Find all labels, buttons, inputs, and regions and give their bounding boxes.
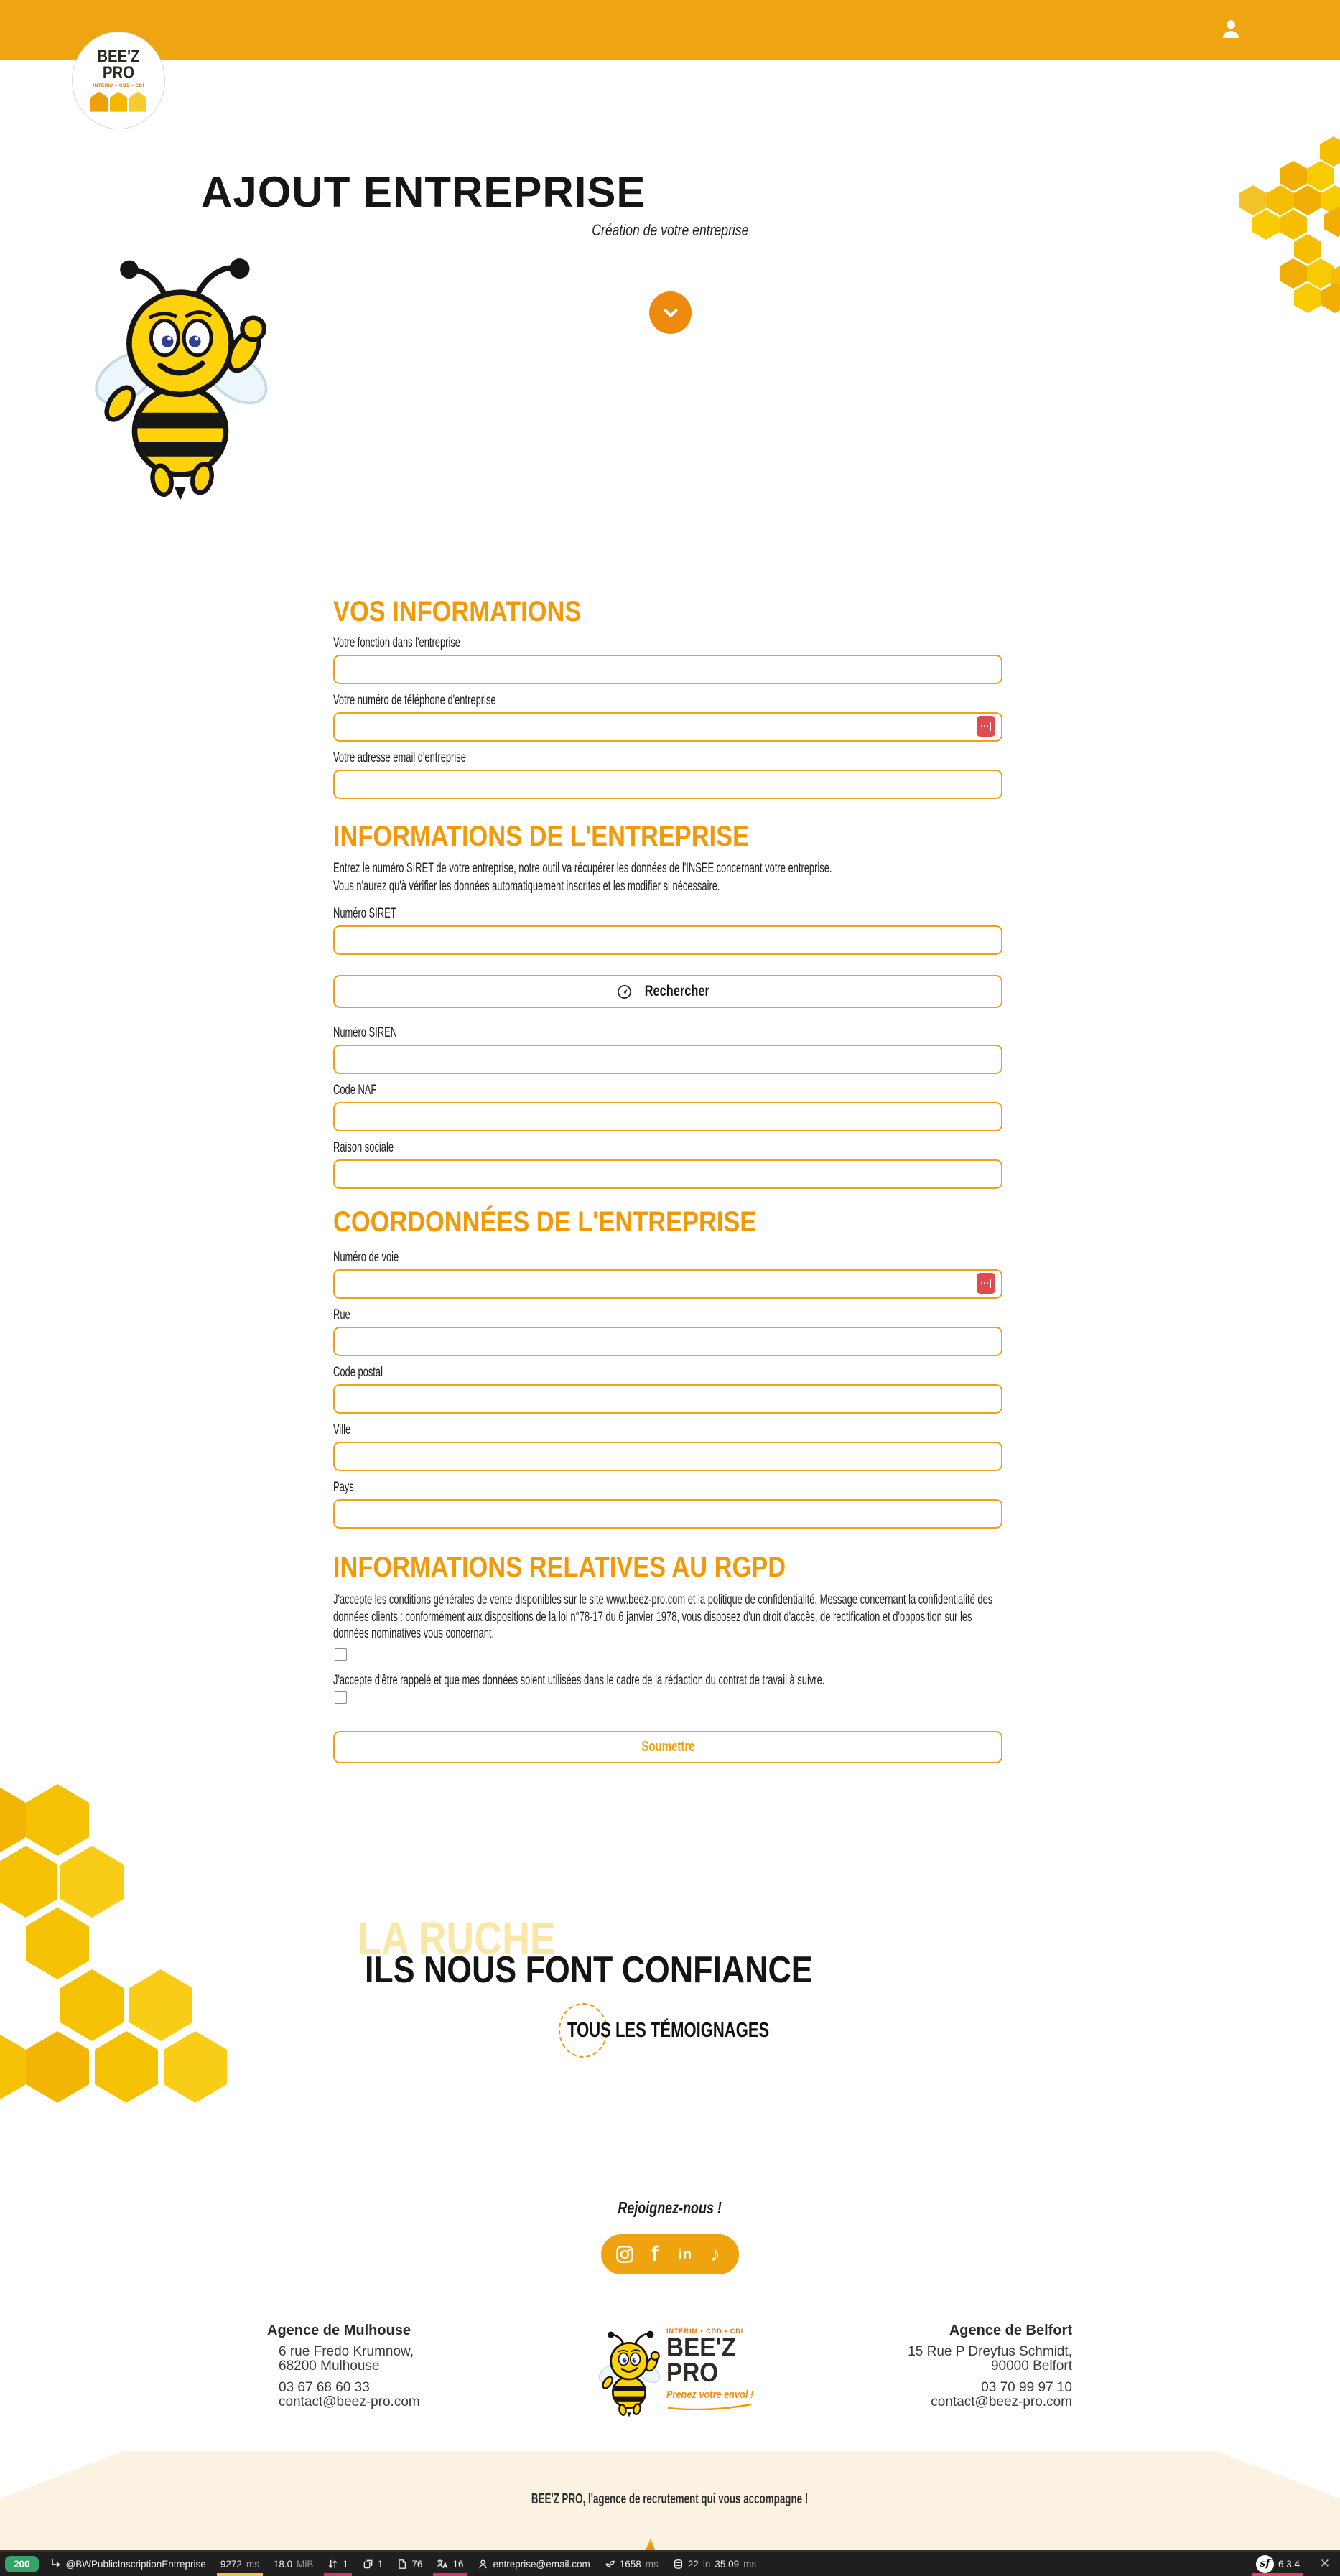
section-title-company-informations: INFORMATIONS DE L'ENTREPRISE xyxy=(333,821,749,852)
tiktok-icon: ♪ xyxy=(710,2243,720,2265)
translation-warning-underline xyxy=(433,2573,467,2576)
mulhouse-address-line1: 6 rue Fredo Krumnow, xyxy=(279,2344,414,2359)
mulhouse-phone: 03 67 68 60 33 xyxy=(279,2380,370,2395)
toolbar-route-panel[interactable]: @BWPublicInscriptionEntreprise xyxy=(43,2552,213,2576)
bee-mascot-image xyxy=(88,241,273,501)
numero-voie-input[interactable] xyxy=(333,1269,1002,1299)
telephone-input[interactable] xyxy=(333,712,1002,742)
instagram-link[interactable] xyxy=(614,2243,636,2266)
twig-leaf-icon xyxy=(605,2559,615,2570)
field-label-code-postal: Code postal xyxy=(333,1365,383,1380)
footer-logo-tagline: INTÉRIM • CDD • CDI xyxy=(666,2328,744,2335)
database-icon xyxy=(673,2559,684,2570)
log-file-icon xyxy=(397,2559,407,2570)
logo-name-line2: PRO xyxy=(102,62,135,83)
section-title-company-address: COORDONNÉES DE L'ENTREPRISE xyxy=(333,1206,757,1238)
testimonials-title: ILS NOUS FONT CONFIANCE xyxy=(365,1949,813,1991)
rechercher-button[interactable]: Rechercher xyxy=(333,975,1002,1008)
rgpd-consent-text-2: J'accepte d'être rappelé et que mes données soient utilisées dans le cadre de la rédaction du contrat de travail à suivre. xyxy=(333,1672,825,1688)
toolbar-memory-panel[interactable]: 18.0 MiB xyxy=(273,2558,314,2570)
footer-logo-name-line1: BEE'Z xyxy=(666,2333,736,2362)
rgpd-consent-text-1: J'accepte les conditions générales de vente disponibles sur le site www.beez-pro.com et la politique de confidentialité. Message concernant la confidentialité des données clients : conformément aux dispositions de la loi n°78-17 du 6 janvier 1978, vous disposez d'un droit d'accès, de rectification et d'opposition sur les données nominatives vous concernant. xyxy=(333,1592,993,1641)
rue-input[interactable] xyxy=(333,1327,1002,1356)
logo-name-line1: BEE'Z xyxy=(97,47,140,67)
all-testimonials-button[interactable]: TOUS LES TÉMOIGNAGES xyxy=(559,2003,774,2058)
belfort-address-line2: 90000 Belfort xyxy=(990,2358,1072,2374)
testimonials-background-title: LA RUCHE xyxy=(358,1913,556,1964)
page-title: AJOUT ENTREPRISE xyxy=(201,168,646,217)
scroll-down-button[interactable] xyxy=(649,291,692,334)
field-label-rue: Rue xyxy=(333,1307,350,1322)
belfort-address-line1: 15 Rue P Dreyfus Schmidt, xyxy=(908,2344,1072,2359)
ajax-arrows-icon xyxy=(327,2559,338,2570)
field-label-ville: Ville xyxy=(333,1422,351,1437)
field-label-naf: Code NAF xyxy=(333,1083,377,1098)
pays-input[interactable] xyxy=(333,1499,1002,1529)
soumettre-button[interactable]: Soumettre xyxy=(333,1731,1002,1763)
top-bar xyxy=(0,0,1340,60)
rgpd-consent-checkbox-1[interactable] xyxy=(335,1648,347,1661)
social-links-pill xyxy=(601,2234,739,2274)
toolbar-ajax-panel[interactable]: 1 xyxy=(320,2552,355,2576)
field-label-fonction: Votre fonction dans l'entreprise xyxy=(333,635,461,650)
toolbar-translation-panel[interactable]: 16 xyxy=(429,2552,470,2576)
footer-agency-belfort-title: Agence de Belfort xyxy=(949,2323,1072,2338)
join-us-title: Rejoignez-nous ! xyxy=(618,2198,722,2217)
field-label-numero-voie: Numéro de voie xyxy=(333,1250,399,1265)
honeycomb-decoration-bottom-left xyxy=(0,1773,244,2111)
belfort-email[interactable]: contact@beez-pro.com xyxy=(931,2394,1072,2409)
footer-agency-belfort xyxy=(908,2323,1072,2409)
code-postal-input[interactable] xyxy=(333,1384,1002,1414)
footer-agency-mulhouse-title: Agence de Mulhouse xyxy=(267,2323,411,2338)
version-underline xyxy=(1252,2573,1303,2576)
field-label-raison-sociale: Raison sociale xyxy=(333,1140,394,1155)
facebook-link[interactable] xyxy=(644,2243,666,2266)
user-icon xyxy=(1218,17,1244,42)
ajax-warning-underline xyxy=(324,2573,352,2576)
time-warning-underline xyxy=(217,2573,263,2576)
toolbar-database-panel[interactable]: 22 in 35.09 ms xyxy=(666,2552,763,2576)
footer-agency-mulhouse xyxy=(267,2323,420,2409)
tiktok-link[interactable] xyxy=(704,2243,726,2266)
ville-input[interactable] xyxy=(333,1442,1002,1471)
siret-input[interactable] xyxy=(333,925,1002,955)
linkedin-icon: in xyxy=(678,2246,692,2263)
siren-input[interactable] xyxy=(333,1045,1002,1074)
field-label-siren: Numéro SIREN xyxy=(333,1025,398,1040)
toolbar-symfony-version-panel[interactable]: sf 6.3.4 xyxy=(1249,2552,1307,2576)
password-manager-autofill-icon[interactable] xyxy=(977,716,995,737)
send-search-icon xyxy=(617,984,632,999)
symfony-logo-icon: sf xyxy=(1256,2555,1274,2573)
footer-logo-name-line2: PRO xyxy=(666,2358,719,2388)
toolbar-twig-panel[interactable]: 1658 ms xyxy=(597,2552,666,2576)
footer-logo xyxy=(596,2325,754,2421)
linkedin-link[interactable] xyxy=(674,2243,696,2266)
field-label-telephone: Votre numéro de téléphone d'entreprise xyxy=(333,693,496,708)
section-title-your-informations: VOS INFORMATIONS xyxy=(333,596,582,627)
password-manager-autofill-icon[interactable] xyxy=(977,1273,995,1294)
honeycomb-decoration-top-right xyxy=(1218,122,1340,337)
logo-tagline: INTÉRIM • CDD • CDI xyxy=(93,83,144,88)
http-status-badge[interactable]: 200 xyxy=(5,2556,39,2572)
toolbar-security-panel[interactable]: entreprise@email.com xyxy=(470,2552,597,2576)
route-arrow-icon xyxy=(50,2558,62,2570)
page-subtitle: Création de votre entreprise xyxy=(591,221,749,239)
email-input[interactable] xyxy=(333,770,1002,799)
account-button[interactable] xyxy=(1212,11,1250,49)
field-label-pays: Pays xyxy=(333,1480,354,1495)
siret-description: Entrez le numéro SIRET de votre entreprise, notre outil va récupérer les données de l'INSEE concernant votre entreprise. Vous n'aurez qu'à vérifier les données automatiquement inscrites et les modifier si nécessaire. xyxy=(333,861,832,894)
footer-logo-bee xyxy=(596,2325,662,2417)
toolbar-logs-panel[interactable]: 76 xyxy=(390,2552,429,2576)
code-naf-input[interactable] xyxy=(333,1102,1002,1131)
mulhouse-email[interactable]: contact@beez-pro.com xyxy=(279,2394,420,2409)
slogan-swoosh-decoration xyxy=(666,2403,754,2410)
section-title-rgpd: INFORMATIONS RELATIVES AU RGPD xyxy=(333,1551,786,1583)
mulhouse-address-line2: 68200 Mulhouse xyxy=(279,2358,380,2374)
site-logo[interactable] xyxy=(72,32,165,129)
facebook-icon: f xyxy=(651,2242,659,2266)
toolbar-close-button[interactable]: ✕ xyxy=(1310,2552,1340,2576)
company-registration-form xyxy=(333,597,1002,1763)
instagram-icon xyxy=(615,2245,634,2264)
belfort-phone: 03 70 99 97 10 xyxy=(981,2380,1072,2395)
sub-request-icon xyxy=(363,2559,373,2570)
chevron-down-icon xyxy=(660,302,681,324)
footer-logo-slogan: Prenez votre envol ! xyxy=(666,2389,754,2402)
translation-icon xyxy=(437,2558,448,2570)
toolbar-time-panel[interactable]: 9272 ms xyxy=(213,2552,266,2576)
raison-sociale-input[interactable] xyxy=(333,1159,1002,1189)
toolbar-subrequest-panel[interactable]: 1 xyxy=(355,2552,391,2576)
rgpd-consent-checkbox-2[interactable] xyxy=(335,1691,347,1704)
user-outline-icon xyxy=(478,2559,488,2570)
field-label-email: Votre adresse email d'entreprise xyxy=(333,750,466,765)
logo-hexagons xyxy=(90,92,146,112)
field-label-siret: Numéro SIRET xyxy=(333,906,396,921)
fonction-input[interactable] xyxy=(333,655,1002,684)
symfony-debug-toolbar xyxy=(0,2550,1340,2576)
footer-tagline: BEE'Z PRO, l'agence de recrutement qui vous accompagne ! xyxy=(531,2491,809,2507)
